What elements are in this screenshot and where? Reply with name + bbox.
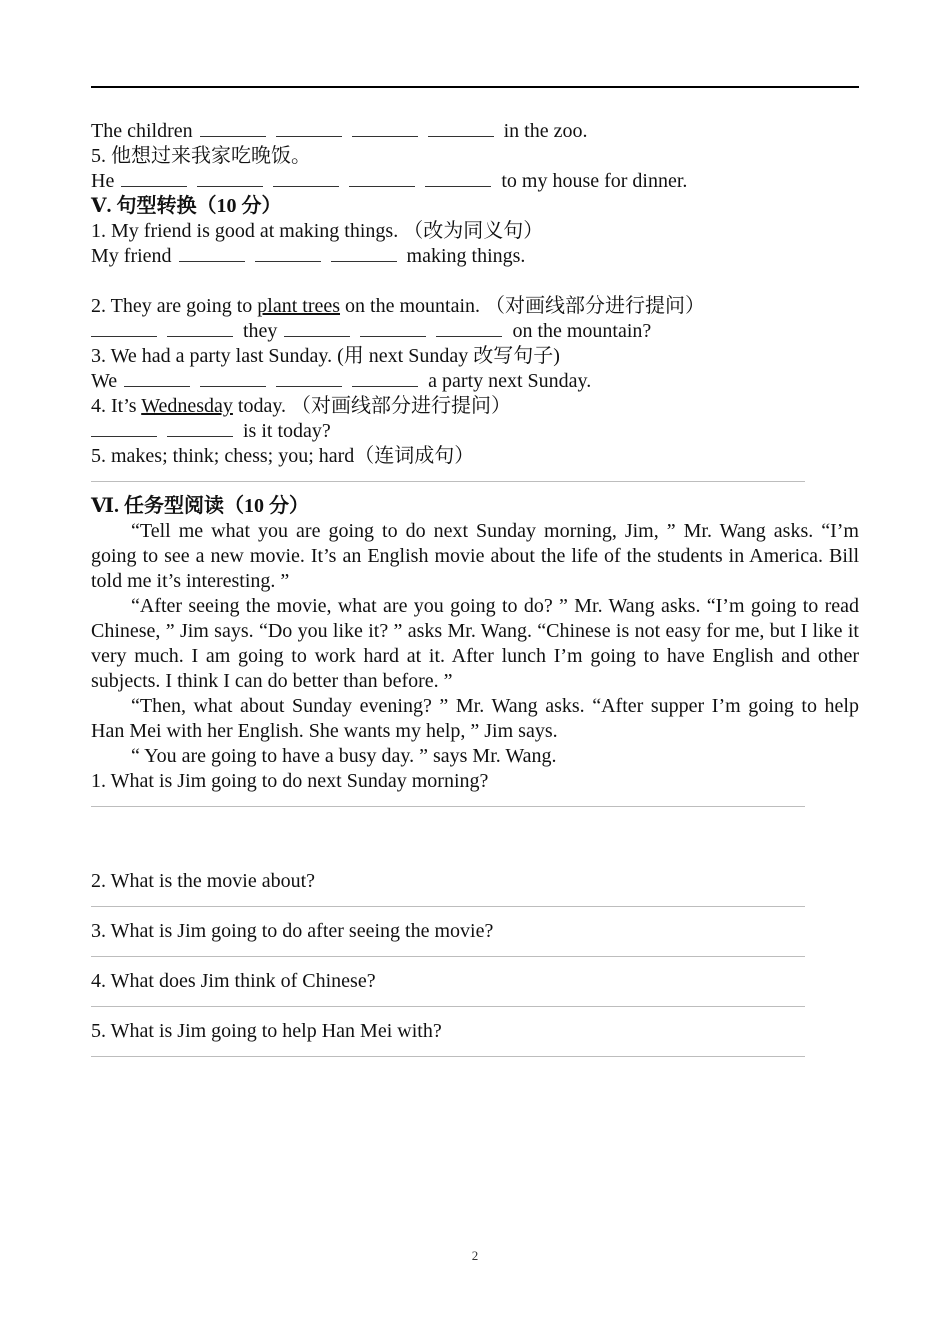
s5-answer-4: is it today? [91,419,859,444]
reading-answer-line-1[interactable] [91,794,859,819]
answer-blank[interactable] [91,421,157,437]
s5-answer-5-line[interactable] [91,469,859,494]
reading-paragraph-3: “Then, what about Sunday evening? ” Mr. Wang asks. “After supper I’m going to help Han Mei with her English. She wants my help, ” Jim says. [91,695,859,742]
s5-question-2: 2. They are going to plant trees on the mountain. （对画线部分进行提问） [91,295,705,317]
reading-paragraph-2: “After seeing the movie, what are you going to do? ” Mr. Wang asks. “I’m going to read Chinese, ” Jim says. “Do you like it? ” asks Mr. Wang. “Chinese is not easy for me, but I like it very much. I am going to work hard at it. After lunch I’m going to have English and other subjects. I think I can do better than before. ” [91,595,859,692]
answer-blank[interactable] [167,321,233,337]
reading-question-1: 1. What is Jim going to do next Sunday morning? [91,770,489,792]
s5-question-3: 3. We had a party last Sunday. (用 next Sunday 改写句子) [91,345,560,367]
reading-question-4: 4. What does Jim think of Chinese? [91,970,376,992]
section-5-title: Ⅴ. 句型转换（10 分） [91,195,282,217]
underlined-word: Wednesday [141,395,233,417]
s5-answer-2: they on the mountain? [91,319,859,344]
answer-blank[interactable] [179,246,245,262]
reading-paragraph-1: “Tell me what you are going to do next Sunday morning, Jim, ” Mr. Wang asks. “I’m going to see a new movie. It’s an English movie about the life of the students in America. Bill told me it’s interesting. ” [91,520,859,592]
s5-question-4: 4. It’s Wednesday today. （对画线部分进行提问） [91,395,512,417]
answer-blank[interactable] [360,321,426,337]
answer-blank[interactable] [352,121,418,137]
s5-answer-3: We a party next Sunday. [91,370,592,392]
answer-blank[interactable] [436,321,502,337]
answer-blank[interactable] [124,371,190,387]
answer-blank[interactable] [167,421,233,437]
answer-blank[interactable] [349,171,415,187]
answer-blank[interactable] [255,246,321,262]
answer-blank[interactable] [91,321,157,337]
answer-blank[interactable] [331,246,397,262]
answer-blank[interactable] [276,371,342,387]
answer-blank[interactable] [352,371,418,387]
reading-question-2: 2. What is the movie about? [91,870,316,892]
s5-question-1: 1. My friend is good at making things. （改为同义句） [91,220,544,242]
prev-item5-answer: He to my house for dinner. [91,170,688,192]
s5-answer-1: My friend making things. [91,245,526,267]
reading-answer-line-5[interactable] [91,1044,859,1069]
header-rule [91,86,859,88]
underlined-phrase: plant trees [257,295,341,317]
worksheet-content [91,119,859,1069]
answer-blank[interactable] [428,121,494,137]
answer-blank[interactable] [197,171,263,187]
reading-answer-line-3[interactable] [91,944,859,969]
answer-blank[interactable] [284,321,350,337]
answer-blank[interactable] [273,171,339,187]
reading-answer-line-4[interactable] [91,994,859,1019]
prev-item4-answer: The children in the zoo. [91,120,588,142]
answer-blank[interactable] [276,121,342,137]
answer-blank[interactable] [121,171,187,187]
s5-question-5: 5. makes; think; chess; you; hard（连词成句） [91,445,475,467]
page-number: 2 [471,1248,479,1263]
answer-blank[interactable] [425,171,491,187]
reading-paragraph-4: “ You are going to have a busy day. ” says Mr. Wang. [131,745,557,767]
answer-blank[interactable] [200,371,266,387]
section-6-title: Ⅵ. 任务型阅读（10 分） [91,495,309,517]
prev-item5-chinese: 5. 他想过来我家吃晚饭。 [91,145,311,167]
reading-question-3: 3. What is Jim going to do after seeing the movie? [91,920,494,942]
answer-blank[interactable] [200,121,266,137]
reading-question-5: 5. What is Jim going to help Han Mei with? [91,1020,442,1042]
reading-answer-line-2[interactable] [91,894,859,919]
